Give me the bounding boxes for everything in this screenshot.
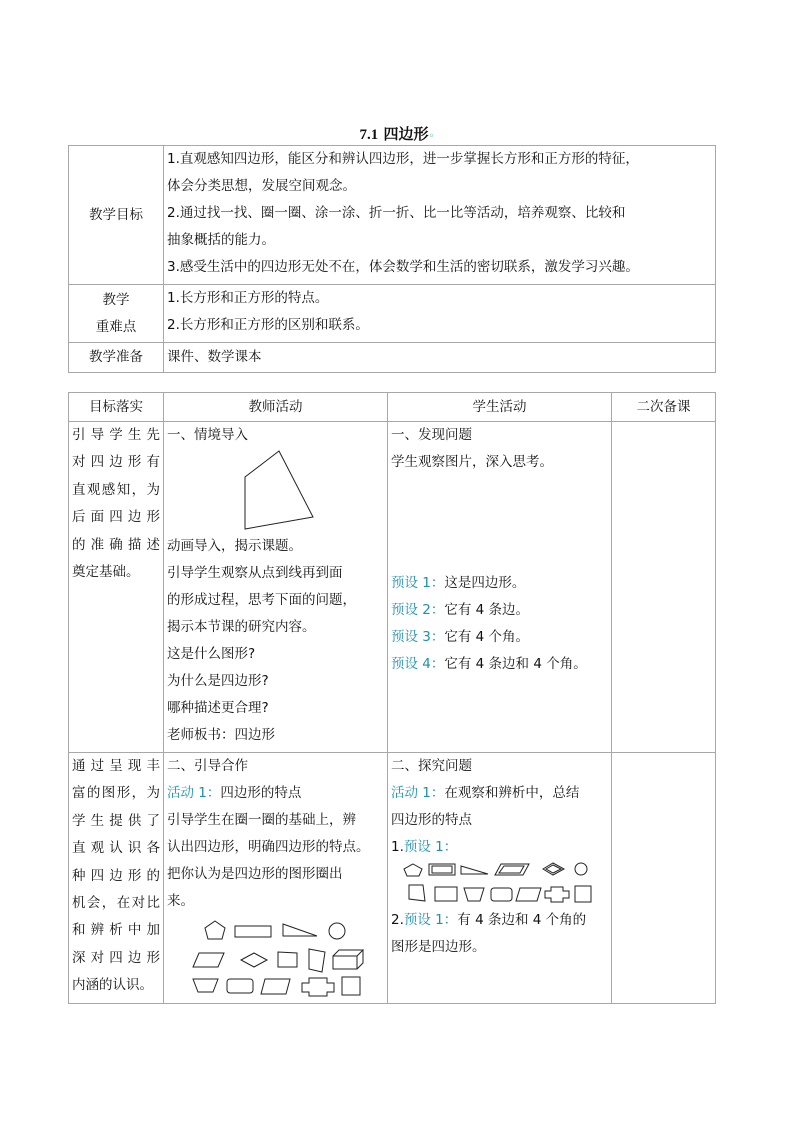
teacher-line: 为什么是四边形? bbox=[167, 673, 269, 689]
row1-revision-cell bbox=[612, 422, 716, 753]
goal-line: 直观认识各 bbox=[72, 840, 160, 857]
goal-line: 富的图形，为 bbox=[72, 785, 160, 802]
activity-text: 四边形的特点 bbox=[220, 785, 302, 801]
preset-label: 预设 1 bbox=[403, 912, 444, 928]
quad-shape bbox=[278, 952, 297, 967]
preset-text: 这是四边形。 bbox=[444, 575, 526, 591]
activity-label: 活动 1 bbox=[391, 785, 431, 801]
title-text: 四边形 bbox=[383, 125, 429, 143]
row2-student-cell bbox=[388, 753, 612, 1004]
student-heading: 一、发现问题 bbox=[391, 427, 472, 443]
preset-label: 预设 1 bbox=[391, 575, 431, 591]
goal-line: 3.感受生活中的四边形无处不在，体会数学和生活的密切联系，激发学习兴趣。 bbox=[167, 259, 639, 275]
student-activity: 活动 1：在观察和辨析中，总结 bbox=[391, 785, 580, 801]
student-shapes-figure bbox=[391, 861, 607, 907]
student-intro: 学生观察图片，深入思考。 bbox=[391, 454, 553, 470]
goal-line: 2.通过找一找、圈一圈、涂一涂、折一折、比一比等活动，培养观察、比较和 bbox=[167, 205, 626, 221]
key-line: 1.长方形和正方形的特点。 bbox=[167, 290, 329, 306]
goal-line: 抽象概括的能力。 bbox=[167, 232, 275, 248]
preset-label: 预设 3 bbox=[391, 629, 431, 645]
rounded-rect-shape bbox=[227, 979, 253, 993]
preset-text: 它有 4 个角。 bbox=[444, 629, 530, 645]
teacher-line: 揭示本节课的研究内容。 bbox=[167, 619, 316, 635]
teacher-line: 这是什么图形? bbox=[167, 646, 256, 662]
box-front-shape bbox=[333, 956, 357, 969]
parallelogram-shape-2 bbox=[516, 888, 541, 901]
goal-line: 通过呈现丰 bbox=[72, 758, 160, 774]
preset-line: 预设 4：它有 4 条边和 4 个角。 bbox=[391, 656, 587, 672]
header-revision: 二次备课 bbox=[612, 393, 716, 422]
key-label bbox=[69, 285, 164, 343]
header-student: 学生活动 bbox=[388, 393, 612, 422]
parallelogram-shape-2 bbox=[261, 979, 290, 994]
triangle-shape bbox=[461, 866, 488, 874]
row2-revision-cell bbox=[612, 753, 716, 1004]
parallelogram-inner-shape bbox=[499, 866, 524, 873]
preset-prefix: 2. bbox=[391, 912, 404, 928]
goal-line: 内涵的认识。 bbox=[72, 977, 153, 994]
teacher-heading: 二、引导合作 bbox=[167, 758, 248, 774]
key-label-line: 教学 bbox=[102, 291, 130, 308]
cross-shape bbox=[302, 978, 334, 996]
teacher-line: 来。 bbox=[167, 893, 194, 909]
preset-text: 它有 4 条边和 4 个角。 bbox=[444, 656, 587, 672]
teacher-line: 引导学生观察从点到线再到面 bbox=[167, 565, 343, 581]
parallelogram-shape bbox=[193, 953, 224, 967]
row1-goal-cell bbox=[69, 422, 164, 753]
square-shape bbox=[342, 977, 360, 995]
triangle-shape bbox=[283, 924, 317, 936]
key-label-line: 重难点 bbox=[95, 318, 137, 335]
preset-label: 预设 2 bbox=[391, 602, 431, 618]
teacher-line: 的形成过程，思考下面的问题， bbox=[167, 592, 356, 608]
header-teacher: 教师活动 bbox=[164, 393, 388, 422]
prep-label: 教学准备 bbox=[69, 343, 164, 373]
trapezoid-shape bbox=[193, 979, 218, 992]
teacher-line: 动画导入，揭示课题。 bbox=[167, 538, 302, 554]
activity-text: 在观察和辨析中，总结 bbox=[444, 785, 580, 801]
row1-student-cell bbox=[388, 422, 612, 753]
preset-line: 预设 3：它有 4 个角。 bbox=[391, 629, 530, 645]
preset-line: 预设 2：它有 4 条边。 bbox=[391, 602, 530, 618]
student-preset-2: 2.预设 1：有 4 条边和 4 个角的 bbox=[391, 912, 587, 928]
goals-cell bbox=[164, 146, 716, 285]
rounded-rect-shape bbox=[491, 888, 512, 901]
box-top-shape bbox=[333, 950, 363, 956]
goal-line: 对四边形有 bbox=[72, 454, 160, 471]
quad-shape bbox=[409, 885, 425, 901]
preset-label: 预设 1 bbox=[403, 839, 444, 855]
row2-goal-cell bbox=[69, 753, 164, 1004]
goal-line: 奠定基础。 bbox=[72, 564, 140, 581]
rectangle-inner-shape bbox=[432, 866, 452, 873]
square-shape bbox=[575, 886, 591, 902]
teacher-line: 把你认为是四边形的图形圈出 bbox=[167, 866, 343, 882]
header-goal: 目标落实 bbox=[69, 393, 164, 422]
teacher-line: 引导学生在圈一圈的基础上，辨 bbox=[167, 812, 356, 828]
preset-label: 预设 4 bbox=[391, 656, 431, 672]
trapezoid-shape bbox=[464, 888, 484, 901]
goal-line: 和辨析中加 bbox=[72, 922, 160, 939]
student-line: 四边形的特点 bbox=[391, 812, 472, 828]
activity-label: 活动 1 bbox=[167, 785, 207, 801]
pentagon-shape bbox=[205, 921, 225, 939]
key-line: 2.长方形和正方形的区别和联系。 bbox=[167, 317, 369, 333]
teacher-activity: 活动 1：四边形的特点 bbox=[167, 785, 302, 801]
key-cell bbox=[164, 285, 716, 343]
preset-prefix: 1. bbox=[391, 839, 404, 855]
student-preset-1: 1.预设 1： bbox=[391, 839, 458, 855]
prep-cell: 课件、数学课本 bbox=[164, 343, 716, 373]
goal-line: 1.直观感知四边形，能区分和辨认四边形，进一步掌握长方形和正方形的特征， bbox=[167, 151, 639, 167]
lesson-plan-table bbox=[68, 145, 716, 373]
goal-line: 体会分类思想，发展空间观念。 bbox=[167, 178, 356, 194]
goals-label: 教学目标 bbox=[69, 146, 164, 285]
title-number: 7.1 bbox=[359, 127, 379, 143]
goal-line: 机会，在对比 bbox=[72, 895, 160, 912]
preset-text: 有 4 条边和 4 个角的 bbox=[457, 912, 587, 928]
teacher-line: 老师板书：四边形 bbox=[167, 727, 275, 743]
teacher-line: 认出四边形，明确四边形的特点。 bbox=[167, 839, 370, 855]
goal-line: 深对四边形 bbox=[72, 949, 160, 966]
teacher-heading: 一、情境导入 bbox=[167, 427, 248, 443]
page-title bbox=[0, 123, 794, 144]
goal-line: 学生提供了 bbox=[72, 812, 160, 829]
rectangle-shape bbox=[235, 926, 271, 937]
rhombus-shape bbox=[241, 953, 267, 967]
row1-teacher-cell bbox=[164, 422, 388, 753]
pentagon-shape bbox=[404, 864, 422, 876]
shapes-figure bbox=[167, 917, 383, 1003]
quadrilateral-figure bbox=[167, 449, 383, 533]
box-shape bbox=[435, 887, 457, 901]
circle-shape bbox=[575, 863, 587, 875]
goal-line: 直观感知，为 bbox=[72, 481, 160, 498]
goal-line: 种四边形的 bbox=[72, 867, 160, 884]
circle-shape bbox=[329, 923, 345, 939]
student-line: 图形是四边形。 bbox=[391, 939, 486, 955]
title-mark: ◦ bbox=[428, 131, 435, 142]
goal-line: 引导学生先 bbox=[72, 427, 160, 443]
activity-table bbox=[68, 392, 716, 1004]
cross-shape bbox=[545, 887, 569, 902]
student-heading: 二、探究问题 bbox=[391, 758, 472, 774]
preset-line: 预设 1：这是四边形。 bbox=[391, 575, 526, 591]
goal-line: 的准确描述 bbox=[72, 536, 160, 553]
goal-line: 后面四边形 bbox=[72, 509, 160, 526]
preset-text: 它有 4 条边。 bbox=[444, 602, 530, 618]
teacher-line: 哪种描述更合理? bbox=[167, 700, 269, 716]
row2-teacher-cell bbox=[164, 753, 388, 1004]
irregular-quad-shape bbox=[309, 949, 325, 972]
